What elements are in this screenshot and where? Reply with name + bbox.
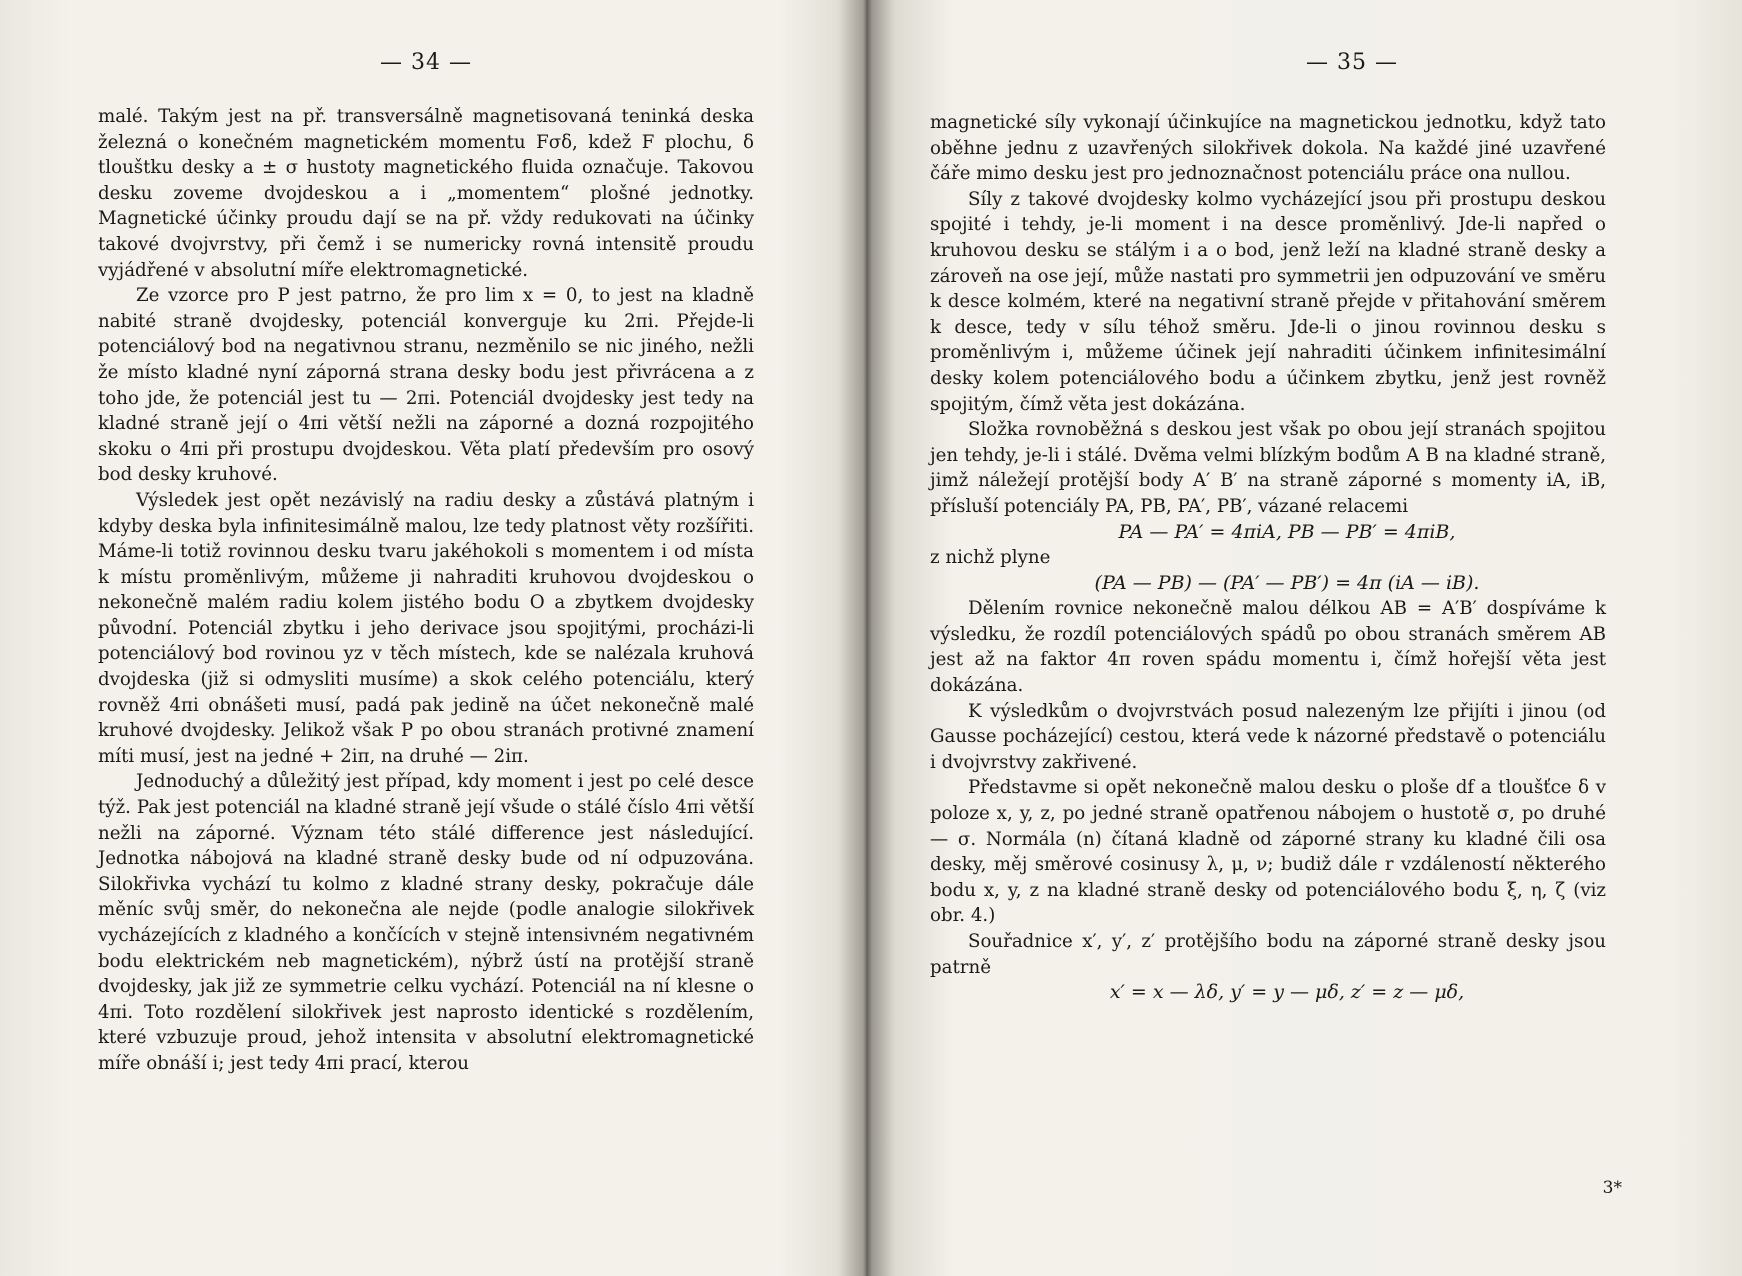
equation: PA — PA′ = 4πiA, PB — PB′ = 4πiB, (1118, 520, 1456, 543)
paragraph: Dělením rovnice nekonečně malou délkou AB = A′B′ dospíváme k výsledku, že rozdíl potenciálových spádů po obou stranách směrem AB jest až na faktor 4π roven spádu momentu i, čímž hořejší věta jest dokázána. (930, 598, 1606, 697)
equation: x′ = x — λδ, y′ = y — μδ, z′ = z — μδ, (1109, 981, 1465, 1004)
page-number-left: — 34 — (380, 50, 472, 75)
paragraph: Představme si opět nekonečně malou desku o ploše df a tloušťce δ v poloze x, y, z, po jedné straně opatřenou nábojem o hustotě σ, po druhé — σ. Normála (n) čítaná kladně od záporné strany ku kladné čili osa desky, měj směrové cosinusy λ, μ, ν; budiž dále r vzdáleností některého bodu x, y, z na kladné straně desky od potenciálového bodu ξ, η, ζ (viz obr. 4.) (930, 777, 1606, 927)
paragraph: Složka rovnoběžná s deskou jest však po obou její stranách spojitou jen tehdy, je-li i stálé. Dvěma velmi blízkým bodům A B na kladné straně, jimž náležejí protější body A′ B′ na straně záporné s momenty iA, iB, přísluší potenciály PA, PB, PA′, PB′, vázané relacemi (930, 419, 1606, 517)
signature-mark: 3* (1602, 1178, 1622, 1198)
paragraph: Výsledek jest opět nezávislý na radiu desky a zůstává platným i kdyby deska byla infinitesimálně malou, lze tedy platnost věty rozšířiti. Máme-li totiž rovinnou desku tvaru jakéhokoli s momentem i od místa k místu proměnlivým, můžeme ji nahraditi kruhovou dvojdeskou o nekonečně malém radiu kolem jistého bodu O a zbytkem dvojdesky původní. Potenciál zbytku i jeho derivace jsou spojitými, procházi-li potenciálový bod rovinou yz v těch místech, kde se nalézala kruhová dvojdeska (již si odmysliti musíme) a skok celého potenciálu, který rovněž 4πi obnášeti musí, padá pak jedině na účet nekonečně malé kruhové dvojdesky. Jelikož však P po obou stranách protivné znamení míti musí, jest na jedné + 2iπ, na druhé — 2iπ. (98, 489, 754, 767)
paragraph: malé. Takým jest na př. transversálně magnetisovaná teninká deska železná o konečném magnetickém momentu Fσδ, kdež F plochu, δ tlouštku desky a ± σ hustoty magnetického fluida označuje. Takovou desku zoveme dvojdeskou a i „momentem“ plošné jednotky. Magnetické účinky proudu dají se na př. vždy redukovati na účinky takové dvojvrstvy, při čemž i se numericky rovná intensitě proudu vyjádřené v absolutní míře elektromagnetické. (98, 106, 754, 281)
left-page-text (98, 104, 754, 1077)
left-page (0, 0, 866, 1276)
right-page-text (930, 110, 1606, 1006)
right-page (866, 0, 1742, 1276)
paragraph: magnetické síly vykonají účinkujíce na magnetickou jednotku, když tato oběhne jednu z uzavřených silokřivek dokola. Na každé jiné uzavřené čáře mimo desku jest pro jednoznačnost potenciálu práce ona nullou. (930, 112, 1606, 185)
page-number-right: — 35 — (1306, 50, 1398, 75)
paragraph: Ze vzorce pro P jest patrno, že pro lim x = 0, to jest na kladně nabité straně dvojdesky, potenciál konverguje ku 2πi. Přejde-li potenciálový bod na negativnou stranu, nezměnilo se nic jiného, nežli že místo kladné nyní záporná strana desky bodu jest přivrácena a z toho jde, že potenciál jest tu — 2πi. Potenciál dvojdesky jest tedy na kladné straně její o 4πi větší nežli na záporné a dozná rozpojitého skoku o 4πi při prostupu dvojdeskou. Věta platí především pro osový bod desky kruhové. (98, 285, 754, 486)
paragraph: z nichž plyne (930, 547, 1051, 569)
paragraph: Síly z takové dvojdesky kolmo vycházející jsou při prostupu deskou spojité i tehdy, je-li moment i na desce proměnlivý. Jde-li napřed o kruhovou desku se stálým i a o bod, jenž leží na kladné straně desky a zároveň na ose její, může nastati pro symmetrii jen odpuzování ve směru k desce kolmém, které na negativní straně přejde v přitahování směrem k desce, tedy v sílu téhož směru. Jde-li o jinou rovinnou desku s proměnlivým i, můžeme účinek její nahraditi účinkem infinitesimální desky kolem potenciálového bodu a účinkem zbytku, jenž jest rovněž spojitým, čímž věta jest dokázána. (930, 188, 1606, 415)
paragraph: Jednoduchý a důležitý jest případ, kdy moment i jest po celé desce týž. Pak jest potenciál na kladné straně její všude o stálé číslo 4πi větší nežli na záporné. Význam této stálé difference jest následující. Jednotka nábojová na kladné straně desky bude od ní odpuzována. Silokřivka vychází tu kolmo z kladné strany desky, pokračuje dále měníc svůj směr, do nekonečna ale nejde (podle analogie silokřivek vycházejících z kladného a končících v stejně intensivném negativném bodu elektrickém neb magnetickém), nýbrž ústí na protější straně dvojdesky, jak již ze symmetrie celku vychází. Potenciál na ní klesne o 4πi. Toto rozdělení silokřivek jest naprosto identické s rozdělením, které vzbuzuje proud, jehož intensita v absolutní elektromagnetické míře obnáší i; jest tedy 4πi prací, kterou (98, 771, 754, 1074)
equation: (PA — PB) — (PA′ — PB′) = 4π (iA — iB). (1094, 571, 1480, 594)
paragraph: K výsledkům o dvojvrstvách posud nalezeným lze přijíti i jinou (od Gausse pocházející) cestou, která vede k názorné představě o potenciálu i dvojvrstvy zakřivené. (930, 700, 1606, 773)
paragraph: Souřadnice x′, y′, z′ protějšího bodu na záporné straně desky jsou patrně (930, 931, 1606, 978)
